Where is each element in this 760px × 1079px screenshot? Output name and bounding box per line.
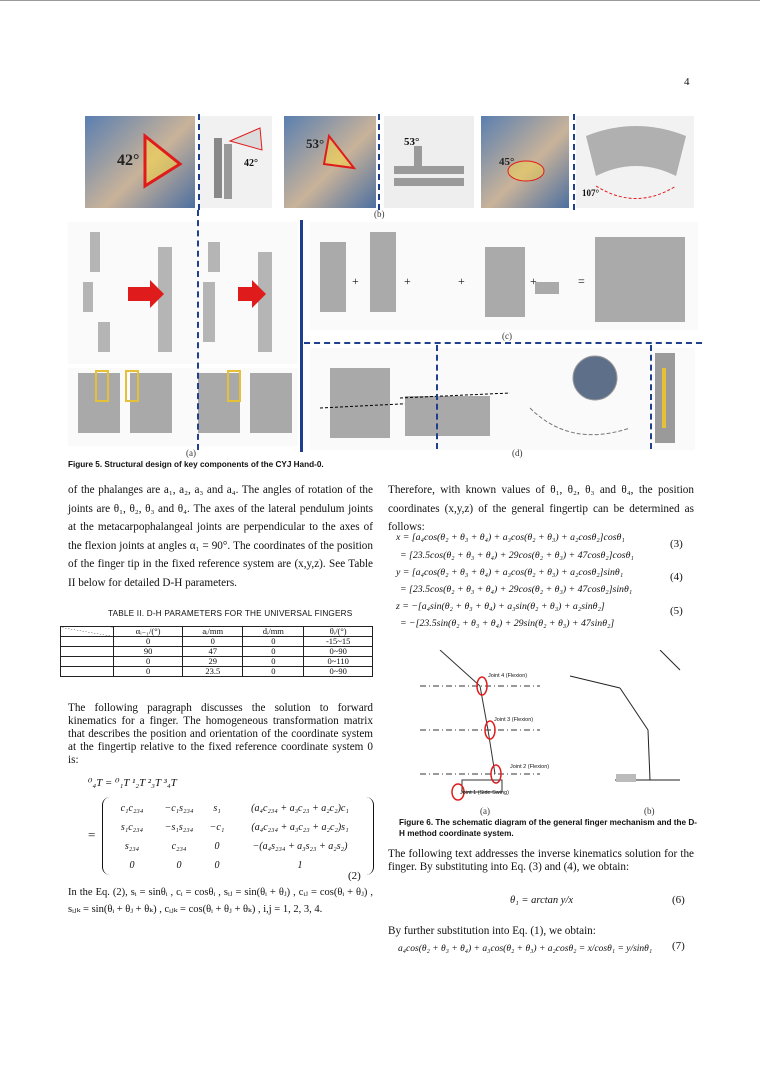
joint-label: Joint 3 (Flexion) [494, 717, 534, 723]
plus-sign: + [352, 274, 359, 288]
plus-sign: + [404, 274, 411, 288]
table-cell: 0 [183, 637, 243, 647]
angle-label: 53° [306, 136, 325, 151]
figure-caption: Figure 5. Structural design of key components of the CYJ Hand-0. [68, 460, 324, 469]
hand-assembly-views [68, 368, 298, 446]
matrix-cell: c₁c₂₃₄ [120, 803, 144, 814]
left-paragraph-2: The following paragraph discusses the solution to forward kinematics for a finger. The homogeneous transformation matrix that describes the position and orientation of the coordinate system at the fingertip relative to the fixed reference coordinate system 0 is: [68, 702, 373, 766]
matrix-cell: (a₄c₂₃₄ + a₃c₂₃ + a₂c₂)s₁ [251, 822, 349, 833]
transform-equation: ⁰₄T = ⁰₁T ¹₂T ²₃T ³₄T [88, 777, 177, 789]
equation-number: (4) [670, 571, 683, 583]
table-cell: 0 [243, 637, 304, 647]
matrix-row [110, 837, 370, 856]
table-header-cell: aᵢ/mm [183, 627, 243, 637]
panel-label-d: (d) [512, 448, 523, 458]
panel-label-a: (a) [186, 448, 196, 458]
equation-4a: y = [a₄cos(θ₂ + θ₃ + θ₄) + a₃cos(θ₂ + θ₃) + a₂cosθ₂]sinθ₁ [396, 567, 624, 578]
equation-3a: x = [a₄cos(θ₂ + θ₃ + θ₄) + a₃cos(θ₂ + θ₃) + a₂cosθ₂]cosθ₁ [396, 532, 625, 543]
table-row [61, 667, 373, 677]
table-row [61, 657, 373, 667]
table-cell [61, 637, 114, 647]
angle-label: 53° [404, 136, 420, 148]
equals-sign: = [578, 274, 585, 288]
equation-number: (5) [670, 605, 683, 617]
table-cell: 47 [183, 647, 243, 657]
plus-sign: + [530, 274, 537, 288]
panel-label-b: (b) [374, 209, 385, 219]
panel-divider [436, 345, 438, 449]
header-rule [0, 0, 760, 1]
equation-3b: = [23.5cos(θ₂ + θ₃ + θ₄) + 29cos(θ₂ + θ₃) + 47cosθ₂]cosθ₁ [400, 550, 634, 561]
panel-label-a: (a) [480, 806, 490, 816]
dh-parameter-table [60, 626, 373, 677]
table-header-row [61, 627, 373, 637]
joint-label: Joint 4 (Flexion) [488, 673, 528, 679]
figure-caption: Figure 6. The schematic diagram of the general finger mechanism and the D-H method coordinate system. [399, 818, 698, 838]
table-cell [61, 647, 114, 657]
table-cell: -15~15 [304, 637, 373, 647]
equation-7: a₄cos(θ₂ + θ₃ + θ₄) + a₃cos(θ₂ + θ₃) + a₂cosθ₂ = x/cosθ₁ = y/sinθ₁ [398, 944, 653, 954]
matrix-cell: c₂₃₄ [171, 841, 187, 852]
table-caption: TABLE II. D-H PARAMETERS FOR THE UNIVERSAL FINGERS [108, 609, 353, 618]
table-cell: 0~110 [304, 657, 373, 667]
equation-number: (7) [672, 940, 685, 952]
equation-number: (2) [348, 870, 361, 882]
table-cell: 23.5 [183, 667, 243, 677]
panel-divider [378, 114, 380, 210]
robot-finger-render-1 [200, 116, 272, 208]
panel-divider-h [304, 342, 702, 344]
joint-label: Joint 2 (Flexion) [510, 764, 550, 770]
angle-label: 42° [244, 158, 258, 169]
equation-number: (6) [672, 894, 685, 906]
right-paragraph-2: The following text addresses the inverse kinematics solution for the finger. By substituting into Eq. (3) and (4), we obtain: [388, 848, 694, 873]
hand-photo-1 [85, 116, 195, 208]
matrix-cell: s₁c₂₃₄ [120, 822, 144, 833]
right-paragraph-1: Therefore, with known values of θ₁, θ₂, θ₃ and θ₄, the position coordinates (x,y,z) of the general fingertip can be determined as follows: [388, 484, 694, 533]
table-header-cell: dᵢ/mm [243, 627, 304, 637]
matrix-row [110, 799, 370, 818]
page-number: 4 [684, 76, 690, 88]
matrix-cell: −c₁ [209, 822, 225, 833]
table-cell: 0 [243, 667, 304, 677]
right-paragraph-3: By further substitution into Eq. (1), we obtain: [388, 925, 596, 937]
table-header-cell: θᵢ/(°) [304, 627, 373, 637]
panel-divider [573, 114, 575, 210]
matrix-cell: −s₁s₂₃₄ [164, 822, 194, 833]
matrix-cell: 0 [176, 860, 182, 871]
table-cell: 29 [183, 657, 243, 667]
panel-divider-solid [300, 220, 303, 452]
panel-label-c: (c) [502, 331, 512, 341]
angle-label: 42° [117, 152, 140, 169]
joint-label: Joint 1 (Side Swing) [460, 790, 509, 796]
table-cell: 0 [114, 637, 183, 647]
left-paragraph-3: In the Eq. (2), sᵢ = sinθᵢ , cᵢ = cosθᵢ , sᵢⱼ = sin(θᵢ + θⱼ) , cᵢⱼ = cos(θᵢ + θⱼ) , sᵢⱼₖ = sin(θᵢ + θⱼ + θₖ) , cᵢⱼₖ = cos(θᵢ + θⱼ + θₖ) , i,j = 1, 2, 3, 4. [68, 887, 373, 915]
table-row [61, 647, 373, 657]
panel-divider [650, 345, 652, 449]
table-cell: 0~90 [304, 667, 373, 677]
robot-hand-render-3 [576, 116, 694, 208]
table-cell: 0 [114, 657, 183, 667]
table-cell: 0 [243, 647, 304, 657]
finger-assembly-sequence [310, 222, 698, 330]
table-header-cell: αᵢ₋₁/(°) [114, 627, 183, 637]
panel-divider [197, 210, 199, 450]
panel-label-b: (b) [644, 806, 655, 816]
equation-5a: z = −[a₄sin(θ₂ + θ₃ + θ₄) + a₃sin(θ₂ + θ₃) + a₂sinθ₂] [396, 601, 605, 612]
panel-divider [198, 114, 200, 210]
table-cell: 90 [114, 647, 183, 657]
exploded-finger-views [68, 222, 298, 364]
matrix-cell: (a₄c₂₃₄ + a₃c₂₃ + a₂c₂)c₁ [251, 803, 349, 814]
angle-label: 45° [499, 156, 515, 168]
robot-hand-render-2 [384, 116, 474, 208]
hand-photo-3 [481, 116, 569, 208]
matrix-cell: −(a₄s₂₃₄ + a₃s₂₃ + a₂s₂) [252, 841, 348, 852]
equation-6: θ₁ = arctan y/x [510, 895, 574, 906]
angle-label: 107° [582, 188, 600, 198]
matrix-cell: −c₁s₂₃₄ [164, 803, 194, 814]
table-cell [61, 667, 114, 677]
equation-4b: = [23.5cos(θ₂ + θ₃ + θ₄) + 29cos(θ₂ + θ₃) + 47cosθ₂]sinθ₁ [400, 584, 633, 595]
plus-sign: + [458, 274, 465, 288]
matrix-cell: 1 [297, 860, 303, 871]
matrix-cell: s₁ [213, 803, 221, 814]
matrix-cell: 0 [129, 860, 135, 871]
table-header-cell [61, 627, 114, 637]
table-row [61, 637, 373, 647]
table-cell: 0 [114, 667, 183, 677]
matrix-cell: s₂₃₄ [124, 841, 140, 852]
table-cell: 0 [243, 657, 304, 667]
equation-number: (3) [670, 538, 683, 550]
matrix-cell: 0 [214, 841, 220, 852]
finger-motion-views [310, 348, 695, 450]
left-paragraph-1: of the phalanges are a₁, a₂, a₃ and a₄. The angles of rotation of the joints are θ₁, θ₂, θ₃ and θ₄. The axes of the lateral pendulum joints at the metacarpophalangeal joints are perpendicular to the axes of the flexion joints at angles α₁ = 90°. The coordinates of the position of the finger tip in the fixed reference system are (x,y,z). See Table II below for detailed D-H parameters. [68, 484, 373, 589]
equation-5b: = −[23.5sin(θ₂ + θ₃ + θ₄) + 29sin(θ₂ + θ₃) + 47sinθ₂] [400, 618, 615, 629]
table-cell: 0~90 [304, 647, 373, 657]
table-cell [61, 657, 114, 667]
matrix-cell: 0 [214, 860, 220, 871]
matrix-row [110, 856, 370, 875]
matrix-row [110, 818, 370, 837]
hand-photo-2 [284, 116, 376, 208]
figure-6 [420, 650, 700, 810]
